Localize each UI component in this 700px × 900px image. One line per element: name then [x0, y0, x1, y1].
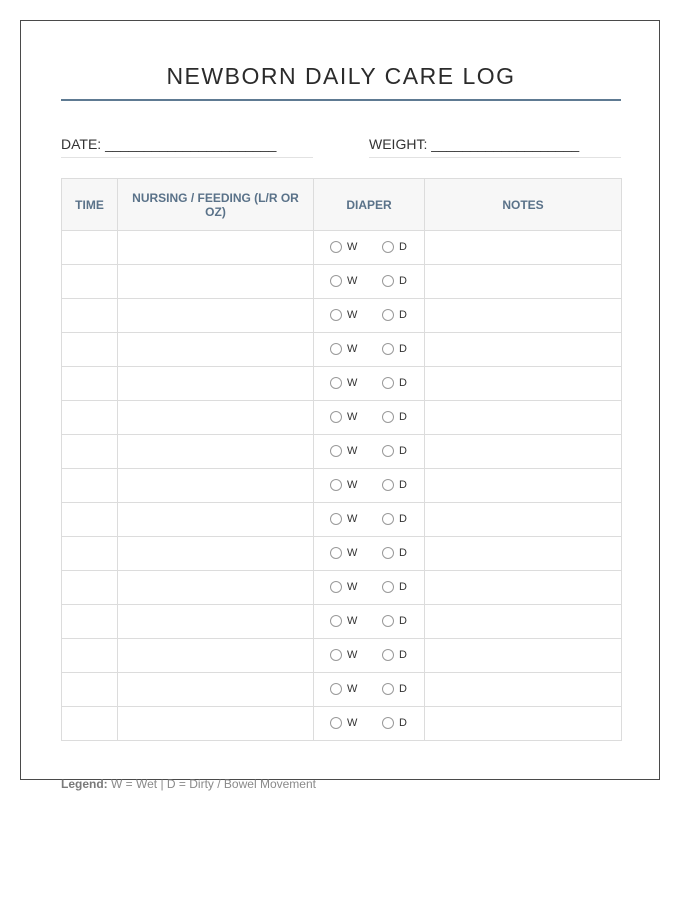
radio-circle-icon[interactable]: [330, 717, 342, 729]
diaper-wet-option[interactable]: [330, 717, 357, 729]
table-row: [62, 571, 622, 605]
diaper-option-label: D: [399, 581, 407, 593]
time-cell[interactable]: [62, 639, 118, 673]
radio-circle-icon[interactable]: [382, 547, 394, 559]
radio-circle-icon[interactable]: [330, 377, 342, 389]
radio-circle-icon[interactable]: [382, 309, 394, 321]
weight-field[interactable]: WEIGHT: ___________________: [369, 136, 580, 152]
diaper-option-label: D: [399, 275, 407, 287]
diaper-cell: [314, 537, 425, 571]
table-row: [62, 265, 622, 299]
diaper-cell: [314, 469, 425, 503]
diaper-wet-option[interactable]: [330, 547, 357, 559]
notes-cell[interactable]: [425, 673, 622, 707]
diaper-option-label: D: [399, 547, 407, 559]
diaper-option-label: W: [347, 275, 358, 287]
feeding-cell[interactable]: [118, 401, 314, 435]
diaper-option-label: D: [399, 241, 407, 253]
title-divider: [61, 99, 621, 101]
diaper-cell: [314, 503, 425, 537]
diaper-option-label: D: [399, 445, 407, 457]
radio-circle-icon[interactable]: [382, 275, 394, 287]
diaper-dirty-option[interactable]: [382, 377, 407, 389]
diaper-option-label: D: [399, 649, 407, 661]
diaper-option-label: W: [347, 241, 358, 253]
header-time: TIME: [62, 179, 118, 231]
log-body: [62, 231, 622, 741]
diaper-wet-option[interactable]: [330, 377, 357, 389]
diaper-cell: [314, 571, 425, 605]
time-cell[interactable]: [62, 503, 118, 537]
feeding-cell[interactable]: [118, 673, 314, 707]
radio-circle-icon[interactable]: [330, 445, 342, 457]
radio-circle-icon[interactable]: [382, 411, 394, 423]
radio-circle-icon[interactable]: [330, 309, 342, 321]
feeding-cell[interactable]: [118, 605, 314, 639]
notes-cell[interactable]: [425, 537, 622, 571]
table-row: [62, 605, 622, 639]
notes-cell[interactable]: [425, 299, 622, 333]
diaper-option-label: W: [347, 513, 358, 525]
radio-circle-icon[interactable]: [382, 479, 394, 491]
date-field[interactable]: DATE: ______________________: [61, 136, 277, 152]
notes-cell[interactable]: [425, 231, 622, 265]
time-cell[interactable]: [62, 231, 118, 265]
radio-circle-icon[interactable]: [330, 581, 342, 593]
diaper-wet-option[interactable]: [330, 275, 357, 287]
radio-circle-icon[interactable]: [382, 377, 394, 389]
diaper-option-label: W: [347, 649, 358, 661]
time-cell[interactable]: [62, 571, 118, 605]
diaper-wet-option[interactable]: [330, 615, 357, 627]
table-row: [62, 469, 622, 503]
diaper-dirty-option[interactable]: [382, 649, 407, 661]
table-row: [62, 673, 622, 707]
diaper-option-label: W: [347, 717, 358, 729]
diaper-option-label: W: [347, 377, 358, 389]
legend-label: Legend:: [61, 777, 108, 791]
notes-cell[interactable]: [425, 707, 622, 741]
diaper-dirty-option[interactable]: [382, 683, 407, 695]
diaper-option-label: W: [347, 581, 358, 593]
table-row: [62, 435, 622, 469]
diaper-dirty-option[interactable]: [382, 309, 407, 321]
table-row: [62, 639, 622, 673]
diaper-wet-option[interactable]: [330, 513, 357, 525]
date-field-rule: [61, 157, 313, 158]
header-feeding: NURSING / FEEDING (L/R OR OZ): [118, 179, 314, 231]
diaper-dirty-option[interactable]: [382, 445, 407, 457]
table-row: [62, 503, 622, 537]
diaper-cell: [314, 605, 425, 639]
time-cell[interactable]: [62, 333, 118, 367]
notes-cell[interactable]: [425, 367, 622, 401]
radio-circle-icon[interactable]: [330, 479, 342, 491]
diaper-wet-option[interactable]: [330, 411, 357, 423]
notes-cell[interactable]: [425, 639, 622, 673]
diaper-option-label: D: [399, 615, 407, 627]
header-notes: NOTES: [425, 179, 622, 231]
diaper-dirty-option[interactable]: [382, 717, 407, 729]
feeding-cell[interactable]: [118, 469, 314, 503]
radio-circle-icon[interactable]: [382, 649, 394, 661]
diaper-dirty-option[interactable]: [382, 615, 407, 627]
diaper-cell: [314, 333, 425, 367]
notes-cell[interactable]: [425, 401, 622, 435]
notes-cell[interactable]: [425, 435, 622, 469]
page-title: NEWBORN DAILY CARE LOG: [166, 63, 516, 89]
radio-circle-icon[interactable]: [330, 649, 342, 661]
table-row: [62, 537, 622, 571]
diaper-option-label: W: [347, 445, 358, 457]
diaper-dirty-option[interactable]: [382, 547, 407, 559]
diaper-wet-option[interactable]: [330, 479, 357, 491]
diaper-option-label: W: [347, 683, 358, 695]
table-row: [62, 367, 622, 401]
time-cell[interactable]: [62, 367, 118, 401]
table-row: [62, 299, 622, 333]
diaper-wet-option[interactable]: [330, 309, 357, 321]
feeding-cell[interactable]: [118, 537, 314, 571]
radio-circle-icon[interactable]: [330, 615, 342, 627]
legend-text: W = Wet | D = Dirty / Bowel Movement: [111, 777, 316, 791]
notes-cell[interactable]: [425, 605, 622, 639]
feeding-cell[interactable]: [118, 265, 314, 299]
radio-circle-icon[interactable]: [382, 241, 394, 253]
radio-circle-icon[interactable]: [330, 547, 342, 559]
radio-circle-icon[interactable]: [330, 683, 342, 695]
diaper-option-label: D: [399, 309, 407, 321]
feeding-cell[interactable]: [118, 707, 314, 741]
care-log-table: [61, 178, 622, 741]
diaper-cell: [314, 435, 425, 469]
diaper-dirty-option[interactable]: [382, 479, 407, 491]
time-cell[interactable]: [62, 707, 118, 741]
diaper-option-label: D: [399, 377, 407, 389]
diaper-option-label: D: [399, 513, 407, 525]
diaper-wet-option[interactable]: [330, 581, 357, 593]
table-row: [62, 707, 622, 741]
time-cell[interactable]: [62, 299, 118, 333]
diaper-cell: [314, 299, 425, 333]
radio-circle-icon[interactable]: [382, 445, 394, 457]
diaper-option-label: D: [399, 411, 407, 423]
diaper-option-label: W: [347, 343, 358, 355]
legend: [61, 777, 316, 791]
diaper-dirty-option[interactable]: [382, 581, 407, 593]
diaper-option-label: W: [347, 411, 358, 423]
feeding-cell[interactable]: [118, 503, 314, 537]
diaper-option-label: W: [347, 309, 358, 321]
radio-circle-icon[interactable]: [330, 241, 342, 253]
time-cell[interactable]: [62, 469, 118, 503]
diaper-wet-option[interactable]: [330, 683, 357, 695]
radio-circle-icon[interactable]: [382, 683, 394, 695]
time-cell[interactable]: [62, 537, 118, 571]
notes-cell[interactable]: [425, 265, 622, 299]
log-sheet: [20, 20, 660, 780]
radio-circle-icon[interactable]: [382, 717, 394, 729]
feeding-cell[interactable]: [118, 367, 314, 401]
diaper-option-label: W: [347, 547, 358, 559]
feeding-cell[interactable]: [118, 231, 314, 265]
radio-circle-icon[interactable]: [382, 513, 394, 525]
diaper-cell: [314, 367, 425, 401]
time-cell[interactable]: [62, 673, 118, 707]
radio-circle-icon[interactable]: [330, 275, 342, 287]
radio-circle-icon[interactable]: [330, 513, 342, 525]
diaper-dirty-option[interactable]: [382, 411, 407, 423]
diaper-cell: [314, 265, 425, 299]
time-cell[interactable]: [62, 265, 118, 299]
table-row: [62, 333, 622, 367]
radio-circle-icon[interactable]: [330, 343, 342, 355]
diaper-option-label: W: [347, 615, 358, 627]
weight-field-rule: [369, 157, 621, 158]
diaper-wet-option[interactable]: [330, 445, 357, 457]
feeding-cell[interactable]: [118, 571, 314, 605]
feeding-cell[interactable]: [118, 333, 314, 367]
notes-cell[interactable]: [425, 503, 622, 537]
diaper-option-label: D: [399, 479, 407, 491]
table-row: [62, 401, 622, 435]
diaper-dirty-option[interactable]: [382, 275, 407, 287]
diaper-cell: [314, 231, 425, 265]
radio-circle-icon[interactable]: [382, 343, 394, 355]
time-cell[interactable]: [62, 435, 118, 469]
diaper-cell: [314, 639, 425, 673]
diaper-cell: [314, 401, 425, 435]
diaper-dirty-option[interactable]: [382, 513, 407, 525]
table-row: [62, 231, 622, 265]
time-cell[interactable]: [62, 605, 118, 639]
feeding-cell[interactable]: [118, 639, 314, 673]
table-header-row: [62, 179, 622, 231]
diaper-cell: [314, 707, 425, 741]
diaper-option-label: D: [399, 683, 407, 695]
radio-circle-icon[interactable]: [382, 615, 394, 627]
diaper-option-label: W: [347, 479, 358, 491]
header-diaper: DIAPER: [314, 179, 425, 231]
diaper-wet-option[interactable]: [330, 649, 357, 661]
diaper-dirty-option[interactable]: [382, 241, 407, 253]
diaper-option-label: D: [399, 717, 407, 729]
radio-circle-icon[interactable]: [330, 411, 342, 423]
feeding-cell[interactable]: [118, 299, 314, 333]
radio-circle-icon[interactable]: [382, 581, 394, 593]
notes-cell[interactable]: [425, 333, 622, 367]
diaper-option-label: D: [399, 343, 407, 355]
time-cell[interactable]: [62, 401, 118, 435]
diaper-wet-option[interactable]: [330, 343, 357, 355]
notes-cell[interactable]: [425, 571, 622, 605]
feeding-cell[interactable]: [118, 435, 314, 469]
diaper-cell: [314, 673, 425, 707]
notes-cell[interactable]: [425, 469, 622, 503]
diaper-dirty-option[interactable]: [382, 343, 407, 355]
diaper-wet-option[interactable]: [330, 241, 357, 253]
